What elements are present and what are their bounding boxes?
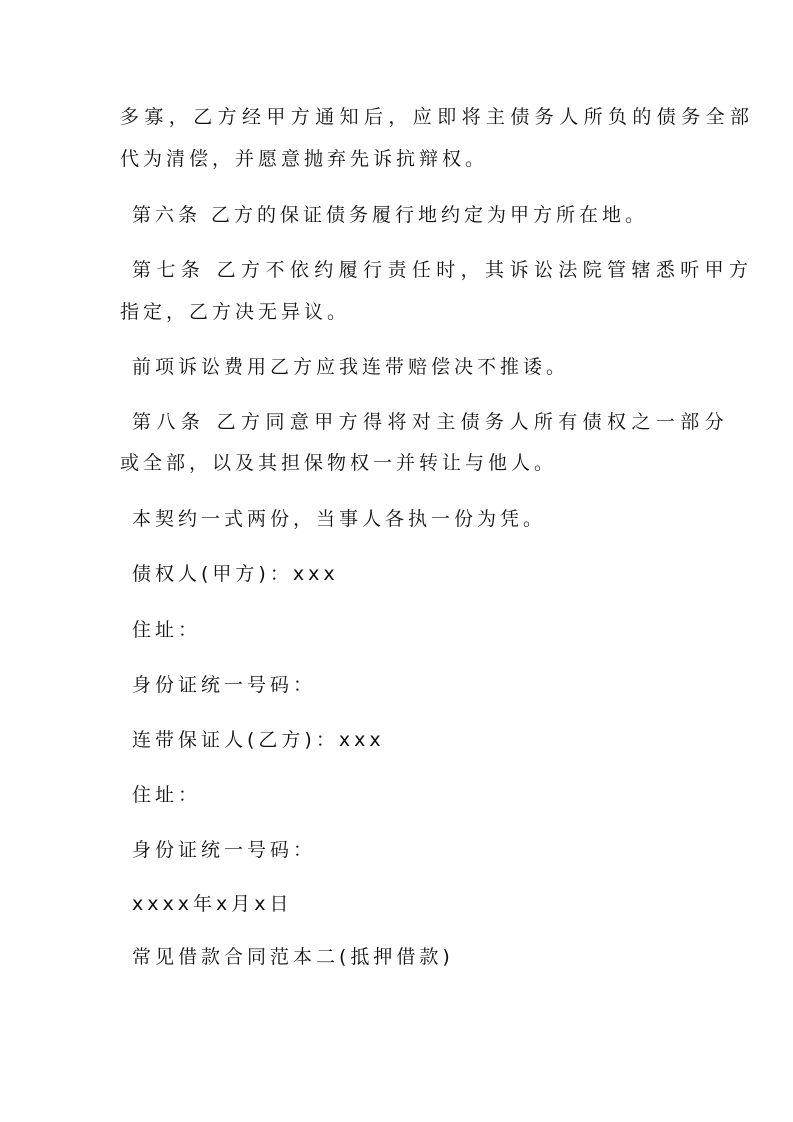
- paragraph-line-1: 多寡，乙方经甲方通知后，应即将主债务人所负的债务全部: [120, 106, 755, 128]
- next-contract-title: 常见借款合同范本二(抵押借款): [132, 946, 454, 968]
- article-8-line-1: 第八条 乙方同意甲方得将对主债务人所有债权之一部分: [132, 411, 730, 433]
- guarantor-address-line: 住址：: [132, 784, 202, 806]
- date-line: xxxx年x月x日: [132, 893, 293, 915]
- article-7-line-2: 指定，乙方决无异议。: [120, 301, 351, 323]
- litigation-fee-line: 前项诉讼费用乙方应我连带赔偿决不推诿。: [132, 356, 570, 378]
- guarantor-line: 连带保证人(乙方)：xxx: [132, 729, 385, 751]
- creditor-line: 债权人(甲方)：xxx: [132, 563, 339, 585]
- article-7-line-1: 第七条 乙方不依约履行责任时，其诉讼法院管辖悉听甲方: [132, 259, 754, 281]
- creditor-address-line: 住址：: [132, 619, 202, 641]
- article-6-line: 第六条 乙方的保证债务履行地约定为甲方所在地。: [132, 204, 649, 226]
- copies-line: 本契约一式两份，当事人各执一份为凭。: [132, 508, 547, 530]
- article-8-line-2: 或全部，以及其担保物权一并转让与他人。: [120, 452, 558, 474]
- paragraph-line-2: 代为清偿，并愿意抛弃先诉抗辩权。: [120, 148, 489, 170]
- creditor-id-line: 身份证统一号码：: [132, 674, 317, 696]
- guarantor-id-line: 身份证统一号码：: [132, 839, 317, 861]
